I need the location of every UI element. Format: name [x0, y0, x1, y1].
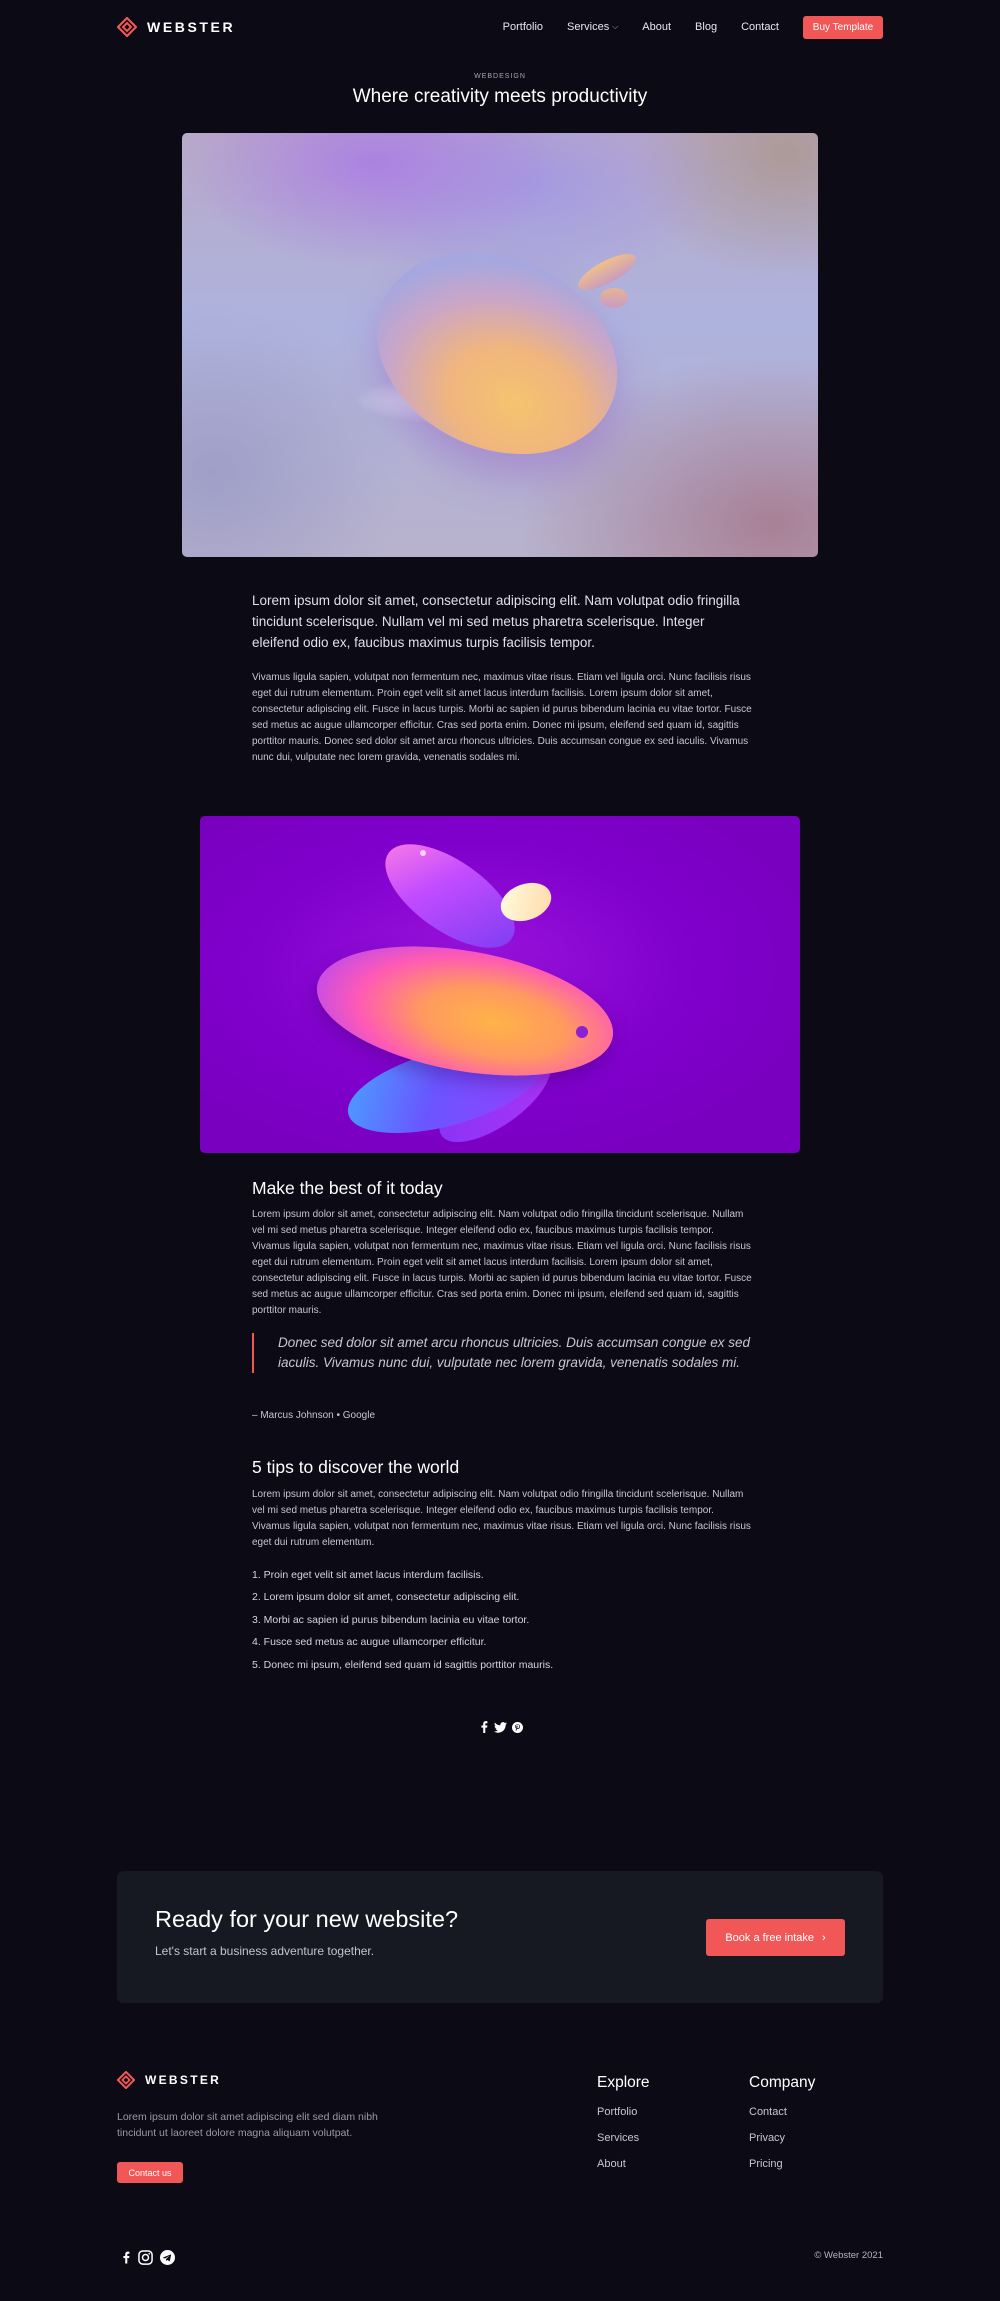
footer-column-title: Company	[749, 2074, 816, 2091]
footer-brand[interactable]	[117, 2071, 221, 2089]
list-item: 2. Lorem ipsum dolor sit amet, consectetur adipiscing elit.	[252, 1591, 520, 1604]
chevron-right-icon: ›	[822, 1931, 826, 1944]
footer-column-title: Explore	[597, 2074, 650, 2091]
quote-text: Donec sed dolor sit amet arcu rhoncus ultricies. Duis accumsan congue ex sed iaculis. Vivamus nunc dui, vulputate nec lorem gravida, venenatis sodales mi.	[278, 1335, 750, 1370]
hero-image	[182, 133, 818, 557]
brand-name: WEBSTER	[147, 19, 236, 35]
cta-title: Ready for your new website?	[155, 1906, 459, 1932]
list-item: 1. Proin eget velit sit amet lacus interdum facilisis.	[252, 1569, 484, 1581]
footer-link-services[interactable]: Services	[597, 2132, 640, 2144]
facebook-icon[interactable]	[479, 1721, 489, 1733]
quote-citation: – Marcus Johnson • Google	[252, 1410, 376, 1421]
cta-subtitle: Let's start a business adventure together.	[155, 1944, 375, 1958]
footer-link-contact[interactable]: Contact	[749, 2106, 787, 2118]
nav-link-about[interactable]: About	[642, 21, 672, 33]
hero-blob	[344, 214, 651, 492]
pinterest-icon[interactable]	[512, 1722, 523, 1733]
facebook-icon[interactable]	[121, 2250, 131, 2265]
footer-social-icons	[121, 2250, 175, 2265]
article-paragraph: Lorem ipsum dolor sit amet, consectetur adipiscing elit. Nam volutpat odio fringilla tincidunt scelerisque. Nullam vel mi sed metus pharetra scelerisque. Integer eleifend odio ex, faucibus maximus turpis facilisis tempor. Vivamus ligula sapien, volutpat non fermentum nec, maximus vitae risus. Etiam vel ligula orci. Nunc facilisis risus eget dui rutrum elementum.	[252, 1489, 751, 1548]
contact-us-button[interactable]: Contact us	[117, 2162, 183, 2183]
book-intake-label: Book a free intake	[725, 1931, 814, 1944]
footer-link-privacy[interactable]: Privacy	[749, 2132, 786, 2144]
footer-link-portfolio[interactable]: Portfolio	[597, 2106, 638, 2118]
instagram-icon[interactable]	[138, 2250, 153, 2265]
brand-name: WEBSTER	[145, 2073, 222, 2087]
nav-link-services-label: Services	[567, 21, 610, 33]
list-item: 5. Donec mi ipsum, eleifend sed quam id sagittis porttitor mauris.	[252, 1658, 554, 1671]
image-shape	[576, 1026, 588, 1038]
article-paragraph: Vivamus ligula sapien, volutpat non fermentum nec, maximus vitae risus. Etiam vel ligula orci. Nunc facilisis risus eget dui rutrum elementum. Proin eget velit sit amet lacus interdum facilisis. Lorem ipsum dolor sit amet, consectetur adipiscing elit. Fusce in lacus turpis. Morbi ac sapien id purus bibendum lacinia eu vitae tortor. Fusce sed metus ac augue ullamcorper efficitur. Cras sed porta enim. Donec mi ipsum, eleifend sed quam id, sagittis porttitor mauris. Donec sed dolor sit amet arcu rhoncus ultricies. Duis accumsan congue ex sed iaculis. Vivamus nunc dui, vulputate nec lorem gravida, venenatis sodales mi.	[252, 672, 752, 763]
tips-list	[252, 1564, 752, 1676]
book-intake-button[interactable]	[706, 1919, 845, 1956]
logo-icon	[117, 2071, 135, 2089]
cta-banner	[117, 1871, 883, 2003]
blockquote	[252, 1333, 752, 1373]
buy-template-button[interactable]: Buy Template	[803, 16, 883, 39]
article-lead: Lorem ipsum dolor sit amet, consectetur adipiscing elit. Nam volutpat odio fringilla tincidunt scelerisque. Nullam vel mi sed metus pharetra scelerisque. Integer eleifend odio ex, faucibus maximus turpis facilisis tempor.	[252, 593, 740, 650]
article-paragraph: Lorem ipsum dolor sit amet, consectetur adipiscing elit. Nam volutpat odio fringilla tincidunt scelerisque. Nullam vel mi sed metus pharetra scelerisque. Integer eleifend odio ex, faucibus maximus turpis facilisis tempor. Vivamus ligula sapien, volutpat non fermentum nec, maximus vitae risus. Etiam vel ligula orci. Nunc facilisis risus eget dui rutrum elementum. Proin eget velit sit amet lacus interdum facilisis. Lorem ipsum dolor sit amet, consectetur adipiscing elit. Fusce in lacus turpis. Morbi ac sapien id purus bibendum lacinia eu vitae tortor. Fusce sed metus ac augue ullamcorper efficitur. Cras sed porta enim. Donec mi ipsum, eleifend sed quam id, sagittis porttitor mauris.	[252, 1209, 752, 1316]
twitter-icon[interactable]	[494, 1722, 507, 1733]
top-nav	[117, 14, 883, 40]
list-item: 3. Morbi ac sapien id purus bibendum lacinia eu vitae tortor.	[252, 1613, 530, 1626]
hero-blob-small	[600, 288, 628, 308]
logo-icon	[117, 17, 137, 37]
footer-link-about[interactable]: About	[597, 2158, 626, 2170]
nav-link-services[interactable]	[567, 21, 618, 33]
footer-column-company	[749, 2074, 815, 2182]
footer-column-explore	[597, 2074, 650, 2182]
telegram-icon[interactable]	[160, 2250, 175, 2265]
footer-link-pricing[interactable]: Pricing	[749, 2158, 783, 2170]
copyright: © Webster 2021	[814, 2250, 883, 2261]
nav-link-contact[interactable]: Contact	[741, 21, 779, 33]
section-heading: Make the best of it today	[252, 1178, 443, 1198]
footer-description: Lorem ipsum dolor sit amet adipiscing elit sed diam nibh tincidunt ut laoreet dolore magna aliquam volutpat.	[117, 2111, 378, 2139]
brand[interactable]	[117, 17, 235, 37]
nav-link-portfolio[interactable]: Portfolio	[502, 21, 544, 33]
list-item: 4. Fusce sed metus ac augue ullamcorper efficitur.	[252, 1636, 487, 1649]
chevron-down-icon: ⌵	[612, 22, 619, 31]
section-heading: 5 tips to discover the world	[252, 1457, 460, 1477]
page-title: Where creativity meets productivity	[352, 86, 648, 107]
share-icons	[478, 1720, 524, 1734]
image-shape	[420, 850, 426, 856]
nav-link-blog[interactable]: Blog	[695, 21, 718, 33]
eyebrow-label: WEBDESIGN	[474, 73, 526, 80]
article-image	[200, 816, 800, 1153]
image-shape	[307, 926, 623, 1096]
